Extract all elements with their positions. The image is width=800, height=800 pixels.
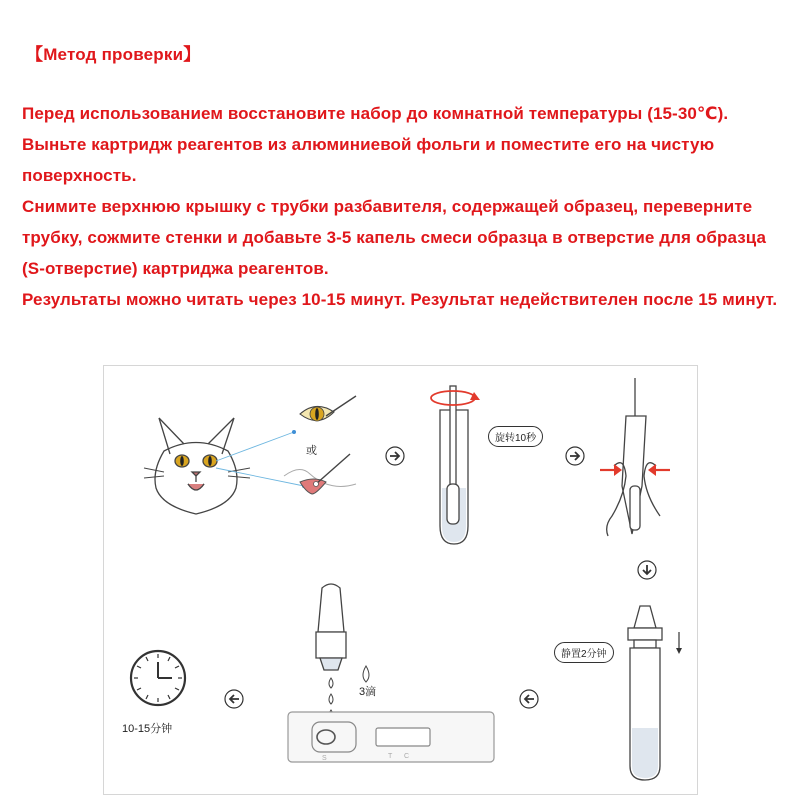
connector-dot-icon	[292, 430, 296, 434]
cassette-mark-c: C	[404, 753, 410, 760]
squeeze-tube-icon	[607, 378, 660, 536]
rotate-time-label: 旋转10秒	[488, 426, 543, 447]
procedure-illustration	[104, 366, 699, 796]
procedure-diagram	[103, 365, 698, 795]
clock-icon	[131, 651, 185, 705]
instruction-paragraph-1: Перед использованием восстановите набор до комнатной температуры (15-30℃). Выньте картридж реагентов из алюминиевой фольги и поместите его на чистую поверхность.	[22, 104, 729, 185]
step-arrow-down-icon	[638, 561, 656, 579]
nose-swab-icon	[284, 454, 356, 494]
instructions-text	[22, 98, 782, 315]
connector-lines	[216, 432, 304, 486]
or-label: 或	[306, 445, 317, 457]
cat-face-icon	[144, 418, 250, 514]
drops-label: 3滴	[359, 686, 377, 698]
dropper-icon	[316, 584, 346, 670]
step-arrow-right-icon	[566, 447, 584, 465]
step-arrow-right-icon	[386, 447, 404, 465]
step-arrow-left-icon	[225, 690, 243, 708]
cassette-mark-s: S	[322, 755, 327, 762]
step-arrow-left-icon	[520, 690, 538, 708]
stand-time-label: 静置2分钟	[554, 642, 614, 663]
dropper-tube-icon	[628, 606, 662, 780]
instruction-paragraph-3: Результаты можно читать через 10-15 минут. Результат недействителен после 15 минут.	[22, 290, 778, 309]
eye-swab-icon	[300, 396, 356, 421]
cassette-mark-t: T	[388, 753, 393, 760]
section-heading: 【Метод проверки】	[26, 45, 201, 64]
down-arrow-icon	[676, 632, 682, 654]
sample-tube-icon	[440, 386, 468, 544]
timer-label: 10-15分钟	[122, 723, 173, 735]
instruction-paragraph-2: Снимите верхнюю крышку с трубки разбавителя, содержащей образец, переверните трубку, сожмите стенки и добавьте 3-5 капель смеси образца в отверстие для образца (S-отверстие) картриджа реагентов.	[22, 197, 767, 278]
